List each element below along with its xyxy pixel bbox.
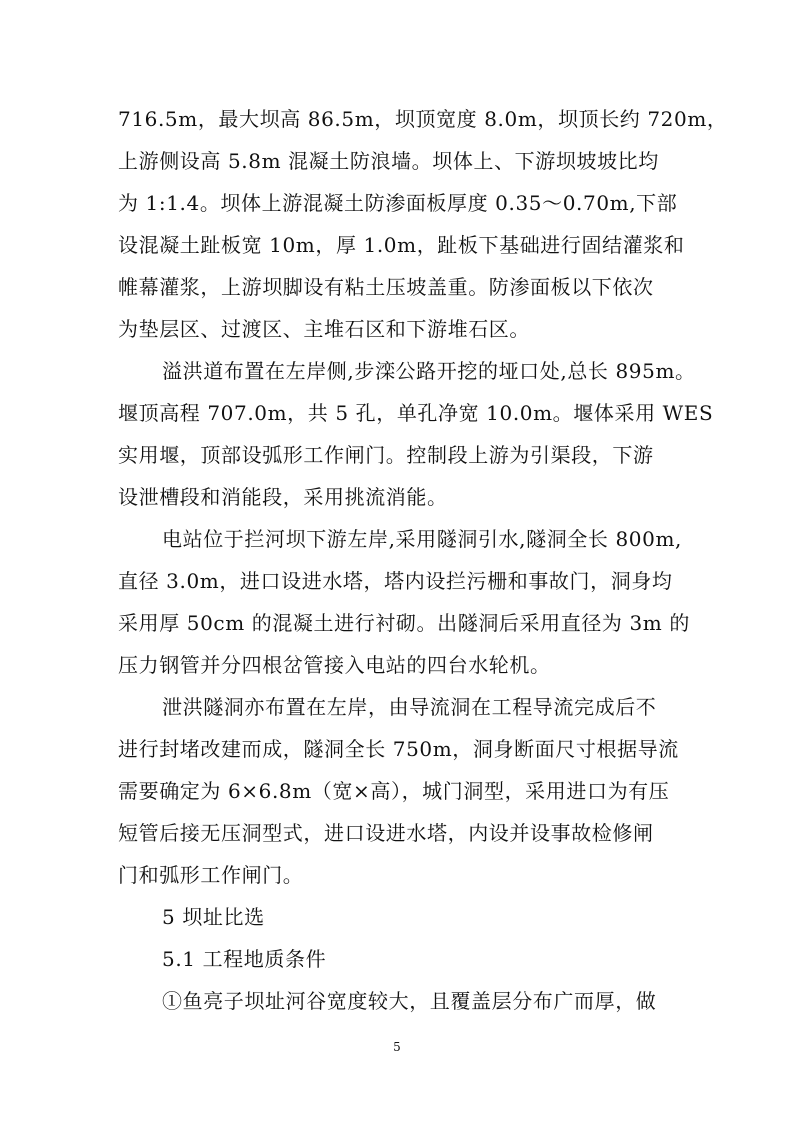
text-line: 直径 3.0m，进口设进水塔，塔内设拦污栅和事故门，洞身均 — [118, 569, 673, 593]
text-line: 帷幕灌浆，上游坝脚设有粘土压坡盖重。防渗面板以下依次 — [118, 275, 654, 299]
text-line: 为 1:1.4。坝体上游混凝土防渗面板厚度 0.35～0.70m,下部 — [118, 191, 678, 215]
section-heading: 5 坝址比选 — [162, 905, 265, 929]
text-line: 为垫层区、过渡区、主堆石区和下游堆石区。 — [118, 317, 530, 341]
text-line: 实用堰，顶部设弧形工作闸门。控制段上游为引渠段，下游 — [118, 443, 654, 467]
text-line: 上游侧设高 5.8m 混凝土防浪墙。坝体上、下游坝坡坡比均 — [118, 149, 659, 173]
document-body — [118, 98, 728, 1022]
text-line: 需要确定为 6×6.8m（宽×高），城门洞型，采用进口为有压 — [118, 779, 670, 803]
text-line: 短管后接无压洞型式，进口设进水塔，内设并设事故检修闸 — [118, 821, 654, 845]
text-line: 设混凝土趾板宽 10m，厚 1.0m，趾板下基础进行固结灌浆和 — [118, 233, 685, 257]
text-line: 压力钢管并分四根岔管接入电站的四台水轮机。 — [118, 653, 551, 677]
text-line: ①鱼亮子坝址河谷宽度较大，且覆盖层分布广而厚，做 — [162, 989, 657, 1013]
text-line: 门和弧形工作闸门。 — [118, 863, 304, 887]
text-line: 进行封堵改建而成，隧洞全长 750m，洞身断面尺寸根据导流 — [118, 737, 679, 761]
paragraph-flood-tunnel-first-line: 泄洪隧洞亦布置在左岸，由导流洞在工程导流完成后不 — [162, 695, 657, 719]
paragraph-powerstation-first-line: 电站位于拦河坝下游左岸,采用隧洞引水,隧洞全长 800m, — [162, 527, 682, 551]
text-line: 设泄槽段和消能段，采用挑流消能。 — [118, 485, 448, 509]
page-number: 5 — [393, 1040, 401, 1054]
text-line: 716.5m，最大坝高 86.5m，坝顶宽度 8.0m，坝顶长约 720m， — [118, 107, 728, 131]
text-line: 采用厚 50cm 的混凝土进行衬砌。出隧洞后采用直径为 3m 的 — [118, 611, 690, 635]
text-line: 堰顶高程 707.0m，共 5 孔，单孔净宽 10.0m。堰体采用 WES — [118, 401, 714, 425]
paragraph-spillway-first-line: 溢洪道布置在左岸侧,步滦公路开挖的垭口处,总长 895m。 — [162, 359, 696, 383]
subsection-heading: 5.1 工程地质条件 — [162, 947, 327, 971]
